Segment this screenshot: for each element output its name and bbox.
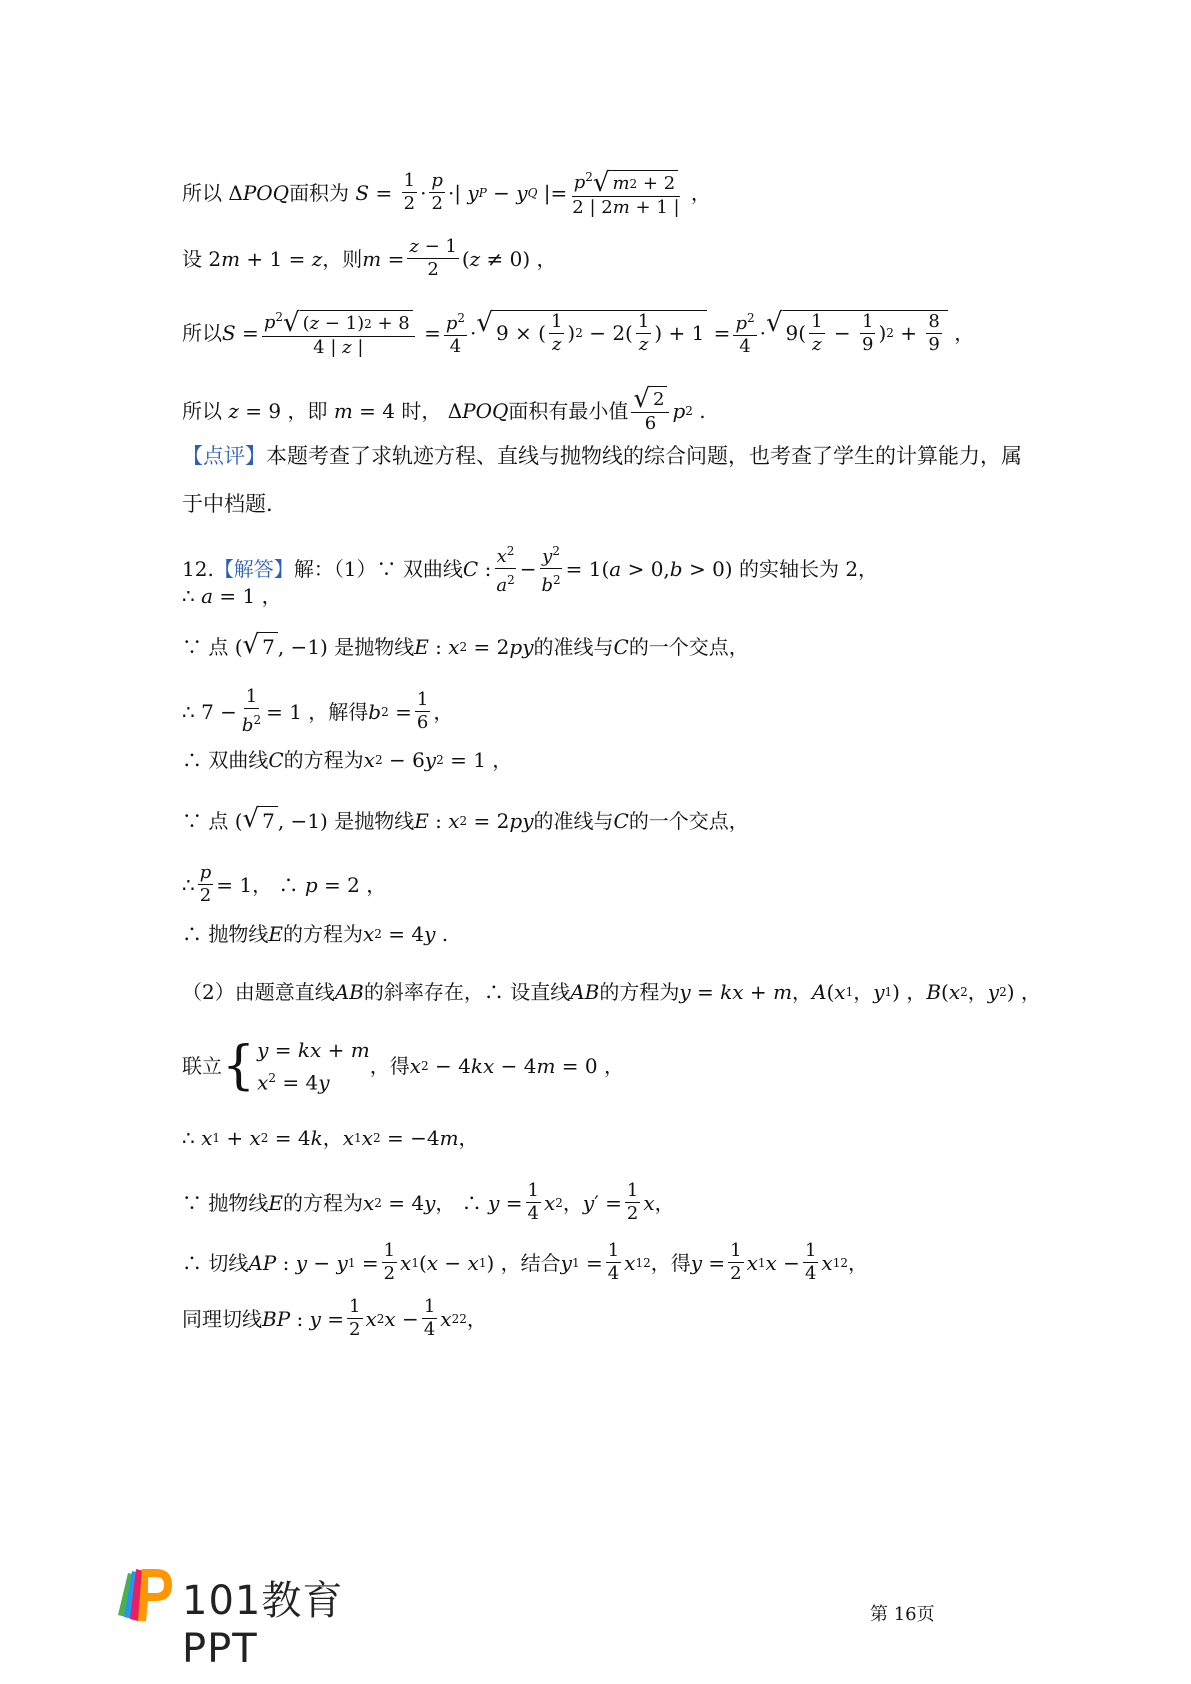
brand-name: 101教育PPT: [182, 1578, 344, 1672]
line-vieta: ∴ x 1 + x 2 = 4 k ， x 1 x 2 = −4 m ，: [182, 1126, 479, 1150]
review-text: 本题考查了求轨迹方程、直线与抛物线的综合问题，也考查了学生的计算能力，属: [266, 444, 1022, 468]
review-line-2: [182, 490, 273, 518]
line-tangent-bp: 同理切线 BP : y = $\frac{1}{2}$ x 2 x − $\frac{1}{4}$ x 2 2 ，: [182, 1296, 487, 1340]
review-line-1: [182, 442, 1022, 470]
line-solve-b: ∴ 7 − $\frac{1}{b^2}$ = 1 ，解得 b 2 = $\frac{1}{6}$ ，: [182, 686, 454, 736]
question-number: 12.: [182, 556, 214, 581]
review-tag: 【点评】: [182, 444, 266, 468]
formula-line-area: 所以 Δ POQ 面积为 S = $\frac{1}{2}$ · $\frac{p}{2}$ ·| y P − y Q |= $p^2$ √ m 2 + 2 2 | 2m + 1 | ，: [182, 168, 711, 218]
answer-intro: 解：（1）: [293, 556, 377, 581]
answer-line-hyperbola: 12. 【解答】 解：（1） ∵ 双曲线 C : $\frac{x^2}{a^2}$ − $\frac{y^2}{b^2}$ = 1( a > 0, b > 0) 的实轴长为 2，: [182, 540, 878, 597]
formula-line-minimum: 所以 z = 9 ，即 m = 4 时， Δ POQ 面积有最小值 √ 2 6 p 2 .: [182, 384, 706, 434]
line-a-equals-1: ∴ a = 1 ，: [182, 584, 282, 608]
line-simultaneous-equations: 联立 { y = kx + m $x^2 = 4y$ ，得 x 2 − 4 kx − 4 m = 0 ，: [182, 1036, 625, 1097]
brand-logo: [110, 1565, 410, 1672]
formula-line-s-expression: 所以 S = $p^2$ √ ( z − 1) 2 + 8 4 | z | = $\frac{p^2}{4}$ · √ 9 × ( $\frac{1}{z}$ ) 2 − 2( $\frac{1}{z}$ ) + 1 = $\frac{p^2}{4}$ · √ 9( $\frac{1}{z}$ − $\frac{1}{9}$ ) 2 + $\frac{8}{9}$ ，: [182, 307, 975, 358]
line-part-2-setup: （2）由题意直线 AB 的斜率存在，∴ 设直线 AB 的方程为 y = kx + m ， A ( x 1 ， y 1 ) ， B ( x 2 ， y 2 ) ，: [182, 980, 1041, 1004]
line-derivative: ∵ 抛物线 E 的方程为 x 2 = 4 y ， ∴ y = $\frac{1}{4}$ x 2 ， y ′ = $\frac{1}{2}$ x ，: [182, 1180, 675, 1224]
line-parabola-equation: ∴ 抛物线 E 的方程为 x 2 = 4 y .: [182, 922, 449, 946]
formula-line-substitution: 设 2 m + 1 = z ，则 m = $\frac{z - 1}{2}$ ( z ≠ 0) ，: [182, 236, 557, 280]
review-text-continued: 于中档题.: [182, 492, 273, 516]
line-solve-p: ∴ $\frac{p}{2}$ = 1， ∴ p = 2 ，: [182, 862, 387, 906]
answer-tag: 【解答】: [213, 556, 294, 581]
line-tangent-ap: ∴ 切线 AP : y − y 1 = $\frac{1}{2}$ x 1 ( x − x 1 ) ，结合 y 1 = $\frac{1}{4}$ x 1 2 ，得 y = $\frac{1}{2}$ x 1 x − $\frac{1}{4}$ x 1 2 ，: [182, 1240, 868, 1284]
line-hyperbola-equation: ∴ 双曲线 C 的方程为 x 2 − 6 y 2 = 1 ，: [182, 748, 513, 772]
line-point-intersection-2: ∵ 点 ( √ 7 , −1) 是抛物线 E : x 2 = 2 py 的准线与 C 的一个交点，: [182, 804, 749, 834]
page-number: 第 16页: [870, 1604, 935, 1625]
line-point-intersection-1: ∵ 点 ( √ 7 , −1) 是抛物线 E : x 2 = 2 py 的准线与 C 的一个交点，: [182, 630, 749, 660]
logo-p-icon: [110, 1565, 180, 1627]
